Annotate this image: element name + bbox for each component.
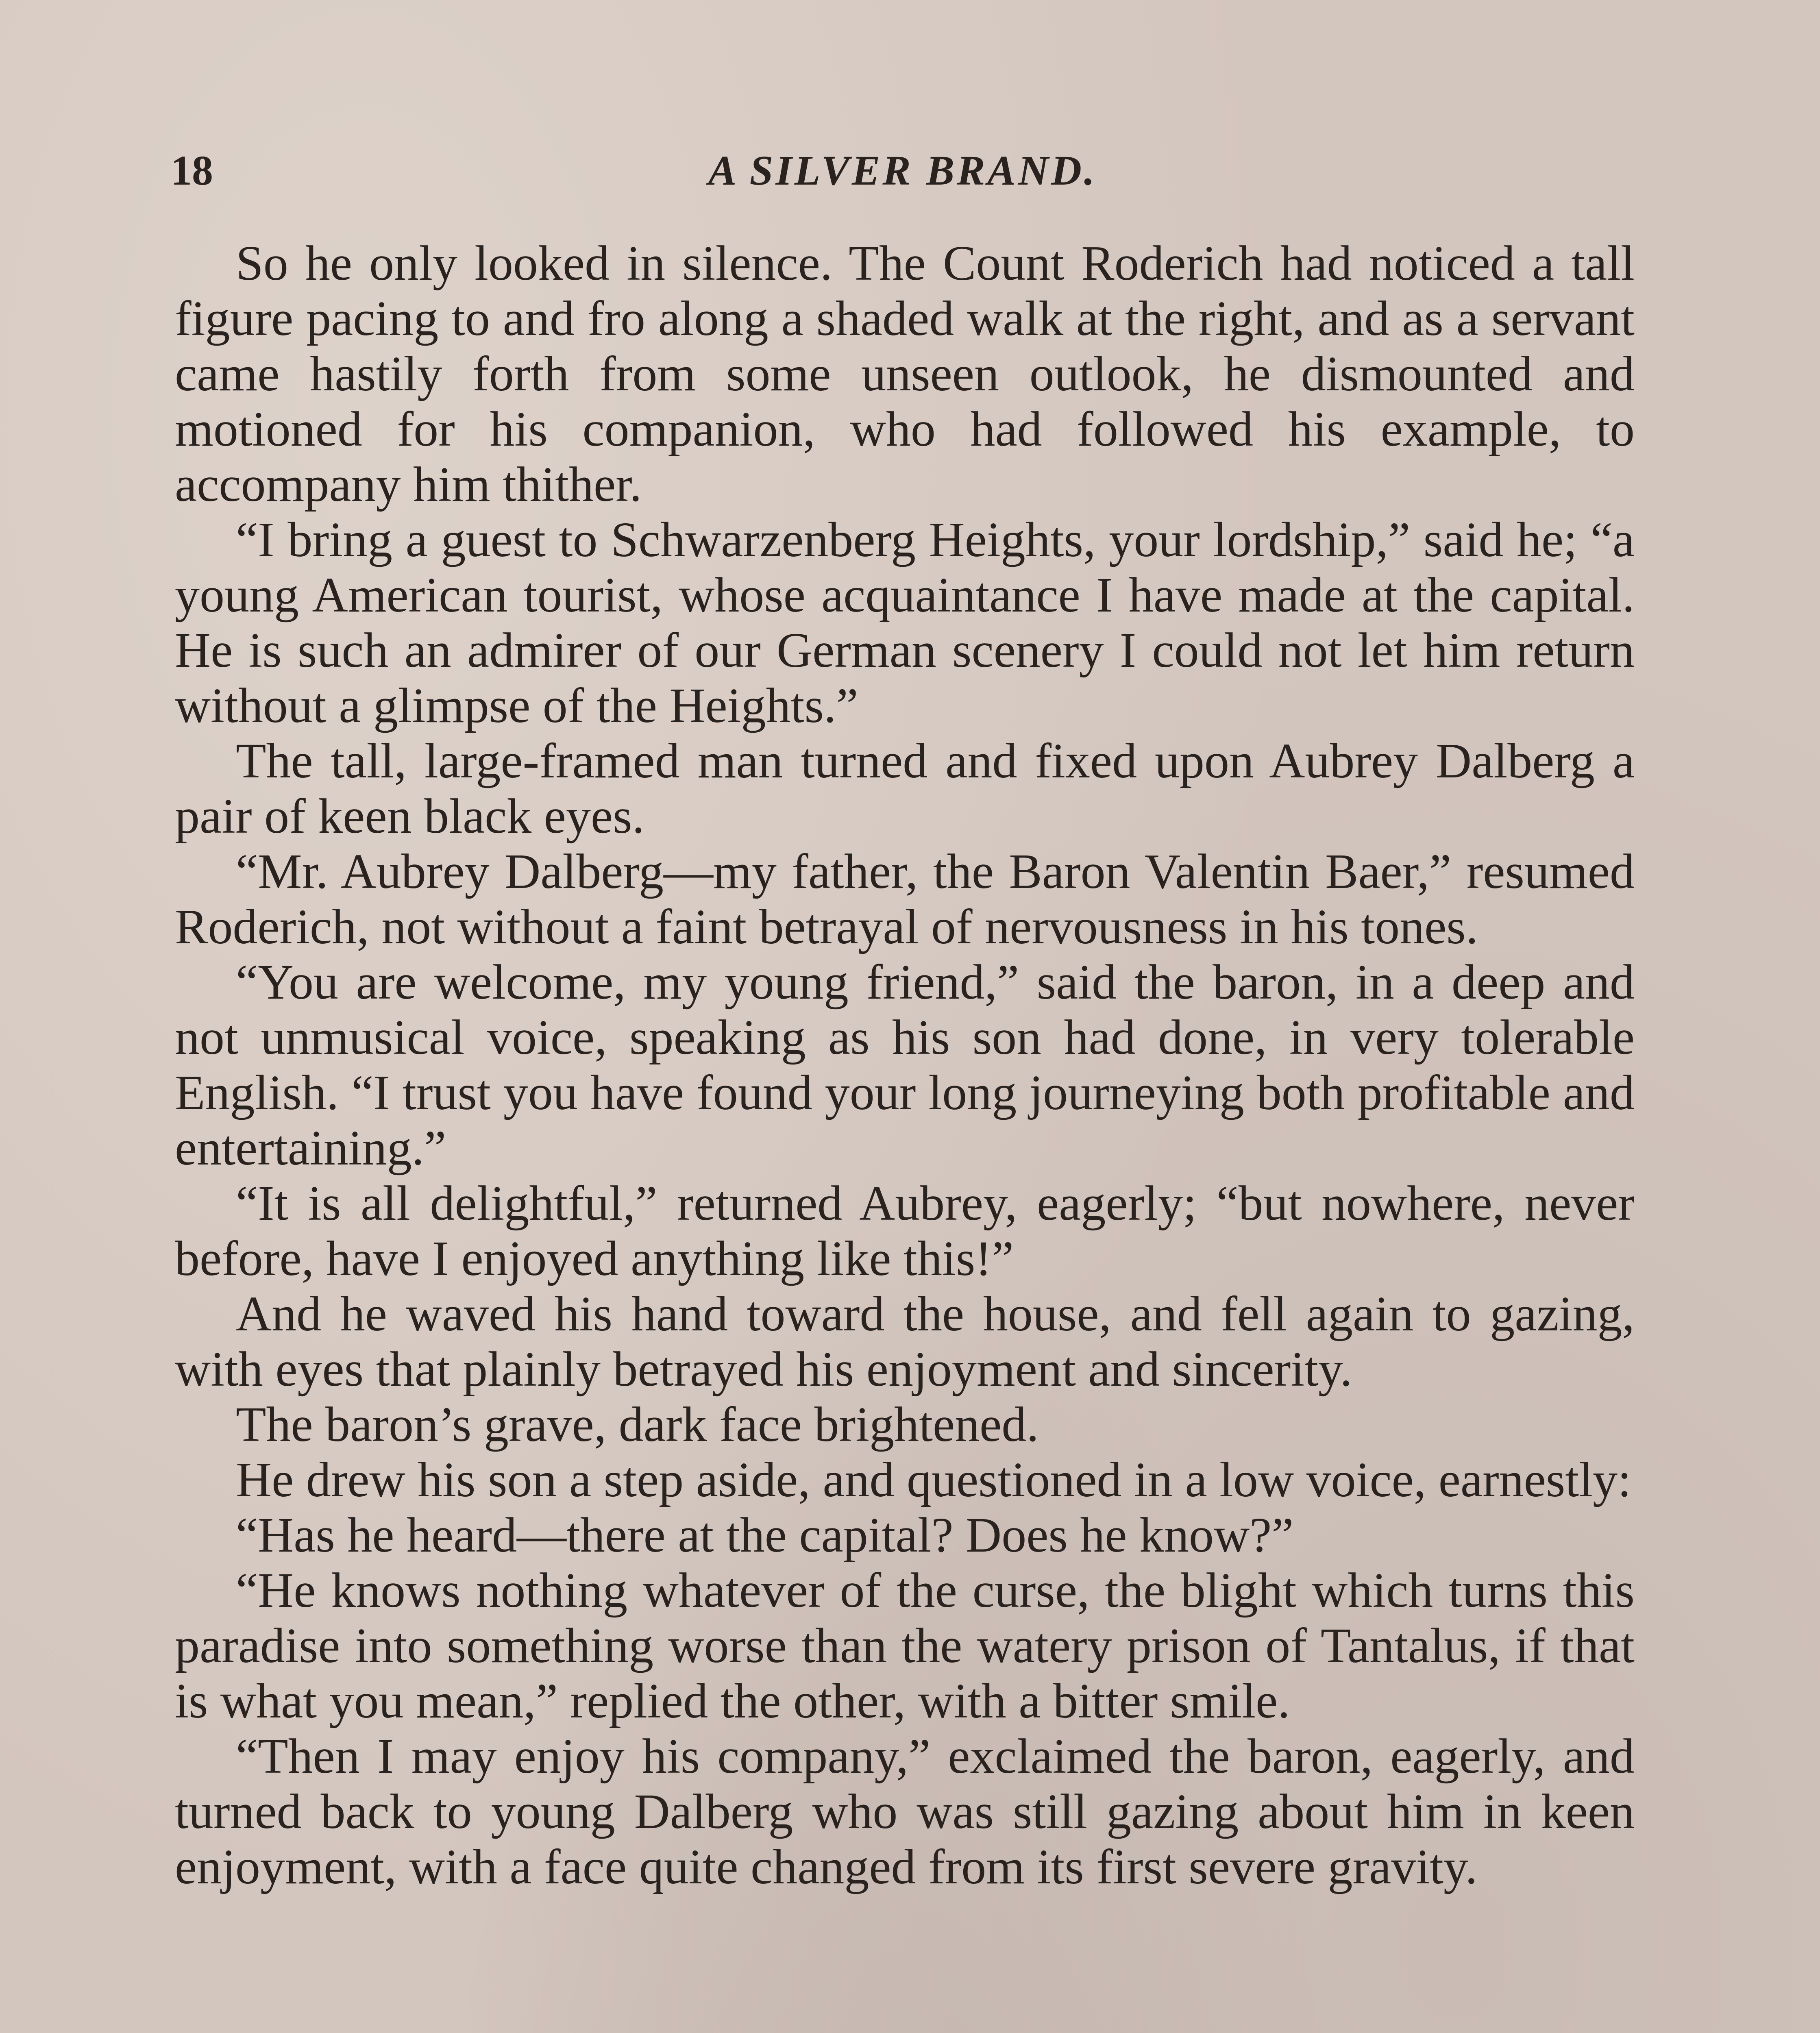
paragraph: The tall, large-framed man turned and fixed upon Aubrey Dalberg a pair of keen black eyes. [175, 734, 1635, 844]
page-header [171, 138, 1635, 203]
running-title: A SILVER BRAND. [708, 147, 1097, 194]
paragraph: So he only looked in silence. The Count Roderich had noticed a tall figure pacing to and fro along a shaded walk at the right, and as a servant came hastily forth from some unseen outlook, he dismounted and motioned for his companion, who had followed his example, to accompany him thither. [175, 236, 1635, 512]
paragraph: “Has he heard—there at the capital? Does he know?” [236, 1508, 1294, 1563]
paragraph: “He knows nothing whatever of the curse, the blight which turns this paradise into something worse than the watery prison of Tantalus, if that is what you mean,” replied the other, with a bitter smile. [175, 1563, 1635, 1728]
body-text [175, 236, 1635, 1895]
paragraph: And he waved his hand toward the house, and fell again to gazing, with eyes that plainly betrayed his enjoyment and sincerity. [175, 1286, 1635, 1397]
paragraph: “I bring a guest to Schwarzenberg Heights, your lordship,” said he; “a young American tourist, whose acquaintance I have made at the capital. He is such an admirer of our German scenery I could not let him return without a glimpse of the Heights.” [175, 512, 1635, 733]
paragraph: “It is all delightful,” returned Aubrey, eagerly; “but nowhere, never before, have I enjoyed anything like this!” [175, 1176, 1635, 1286]
paragraph: The baron’s grave, dark face brightened. [236, 1397, 1039, 1452]
page-number: 18 [171, 147, 213, 194]
paragraph: He drew his son a step aside, and questioned in a low voice, earnestly: [236, 1452, 1632, 1507]
paragraph: “Then I may enjoy his company,” exclaimed the baron, eagerly, and turned back to young Dalberg who was still gazing about him in keen enjoyment, with a face quite changed from its first severe gravity. [175, 1729, 1635, 1894]
paragraph: “You are welcome, my young friend,” said the baron, in a deep and not unmusical voice, speaking as his son had done, in very tolerable English. “I trust you have found your long journeying both profitable and entertaining.” [175, 955, 1635, 1175]
paragraph: “Mr. Aubrey Dalberg—my father, the Baron Valentin Baer,” resumed Roderich, not without a faint betrayal of nervousness in his tones. [175, 844, 1635, 954]
